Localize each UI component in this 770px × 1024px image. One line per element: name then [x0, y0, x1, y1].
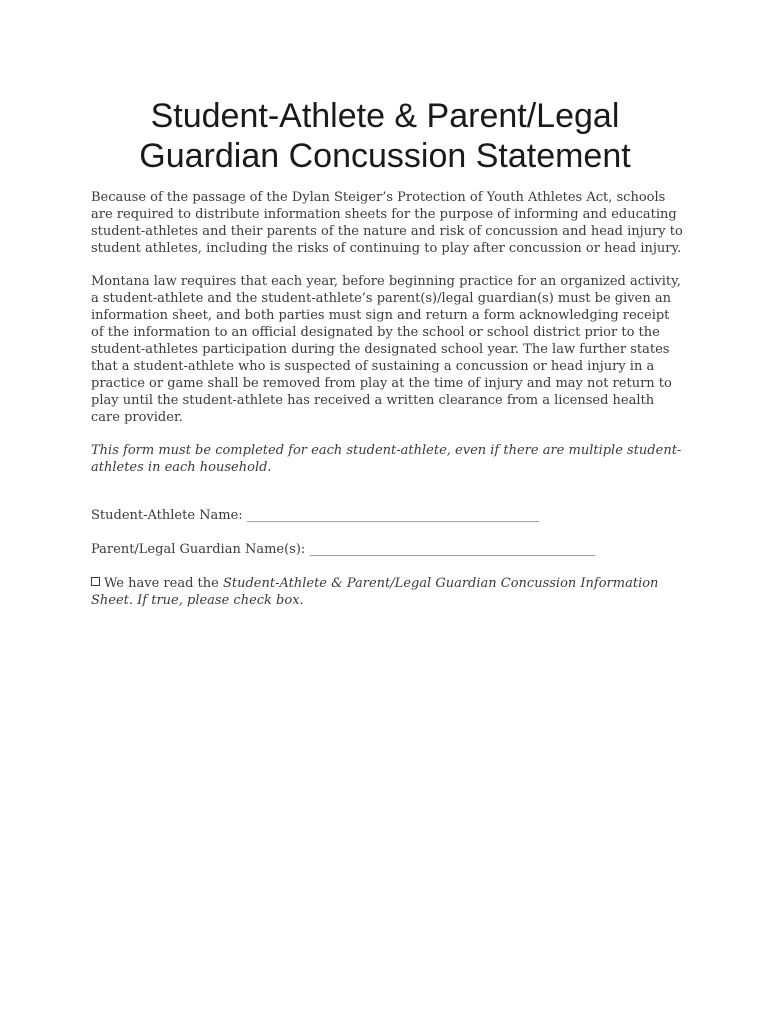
title-line-2: Guardian Concussion Statement — [139, 137, 631, 175]
montana-law-paragraph: Montana law requires that each year, before beginning practice for an organized activity, a student-athlete and the student-athlete’s parent(s)/legal guardian(s) must be given an information sheet, and both parties must sign and return a form acknowledging receipt of the information to an official designated by the school or school district prior to the student-athletes participation during the designated school year. The law further states that a student-athlete who is suspected of sustaining a concussion or head injury in a practice or game shall be removed from play at the time of injury and may not return to play until the student-athlete has received a written clearance from a licensed health care provider. — [91, 274, 681, 425]
parent-guardian-name-line[interactable]: ____________________________________________ — [309, 542, 596, 557]
acknowledgement-row — [91, 575, 686, 609]
document-body — [91, 189, 686, 609]
parent-guardian-name-field[interactable] — [91, 541, 686, 558]
parent-guardian-name-label: Parent/Legal Guardian Name(s): — [91, 542, 306, 557]
student-athlete-name-field[interactable] — [91, 507, 686, 524]
student-athlete-name-label: Student-Athlete Name: — [91, 508, 243, 523]
completion-note: This form must be completed for each student-athlete, even if there are multiple student-athletes in each household. — [91, 443, 682, 475]
acknowledgement-sheet-title: Student-Athlete & Parent/Legal Guardian Concussion Information Sheet. If true, please check box. — [91, 576, 659, 608]
title-line-1: Student-Athlete & Parent/Legal — [150, 97, 620, 135]
acknowledgement-checkbox[interactable] — [91, 577, 100, 586]
acknowledgement-prefix: We have read the — [104, 576, 223, 591]
intro-paragraph: Because of the passage of the Dylan Steiger’s Protection of Youth Athletes Act, schools are required to distribute information sheets for the purpose of informing and educating student-athletes and their parents of the nature and risk of concussion and head injury to student athletes, including the risks of continuing to play after concussion or head injury. — [91, 190, 683, 256]
document-title — [0, 96, 770, 176]
student-athlete-name-line[interactable]: _____________________________________________ — [246, 508, 540, 523]
